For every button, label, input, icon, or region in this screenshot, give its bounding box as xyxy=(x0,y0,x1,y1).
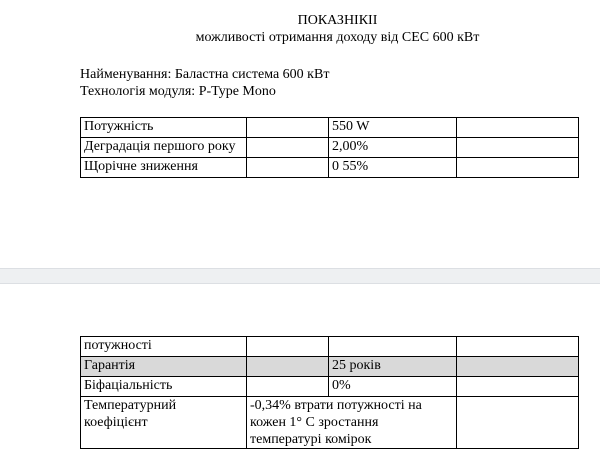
name-line: Найменування: Баластна система 600 кВт xyxy=(80,67,330,82)
specs-table-top xyxy=(80,117,579,178)
row-label: Температурний коефіцієнт xyxy=(81,397,247,449)
empty-cell xyxy=(457,138,579,158)
empty-cell xyxy=(247,118,329,138)
row-description: -0,34% втрати потужності на кожен 1° С зростання температурі комірок xyxy=(247,397,457,449)
table-row xyxy=(81,158,579,178)
technology-line: Технологія модуля: P-Type Mono xyxy=(80,84,276,99)
table-row xyxy=(81,397,579,449)
row-value: 0 55% xyxy=(329,158,457,178)
row-label: Потужність xyxy=(81,118,247,138)
table-row xyxy=(81,337,579,357)
table-row-highlighted xyxy=(81,357,579,377)
row-value: 550 W xyxy=(329,118,457,138)
row-value: 2,00% xyxy=(329,138,457,158)
row-label: Щорічне зниження xyxy=(81,158,247,178)
page-break xyxy=(0,268,600,284)
empty-cell xyxy=(457,118,579,138)
specs-table-bottom xyxy=(80,336,579,449)
empty-cell xyxy=(457,377,579,397)
row-value: 0% xyxy=(329,377,457,397)
row-label: Гарантія xyxy=(81,357,247,377)
empty-cell xyxy=(247,337,329,357)
empty-cell xyxy=(329,337,457,357)
document-subtitle: можливості отримання доходу від СЕС 600 кВт xyxy=(195,30,480,45)
empty-cell xyxy=(247,357,329,377)
row-label: Деградація першого року xyxy=(81,138,247,158)
document-title: ПОКАЗНІКІІ xyxy=(297,13,378,28)
table-row xyxy=(81,377,579,397)
row-label: потужності xyxy=(81,337,247,357)
empty-cell xyxy=(457,357,579,377)
empty-cell xyxy=(247,158,329,178)
row-label: Біфаціальність xyxy=(81,377,247,397)
row-value: 25 років xyxy=(329,357,457,377)
table-row xyxy=(81,118,579,138)
empty-cell xyxy=(457,337,579,357)
table-row xyxy=(81,138,579,158)
empty-cell xyxy=(247,138,329,158)
empty-cell xyxy=(247,377,329,397)
empty-cell xyxy=(457,158,579,178)
empty-cell xyxy=(457,397,579,449)
